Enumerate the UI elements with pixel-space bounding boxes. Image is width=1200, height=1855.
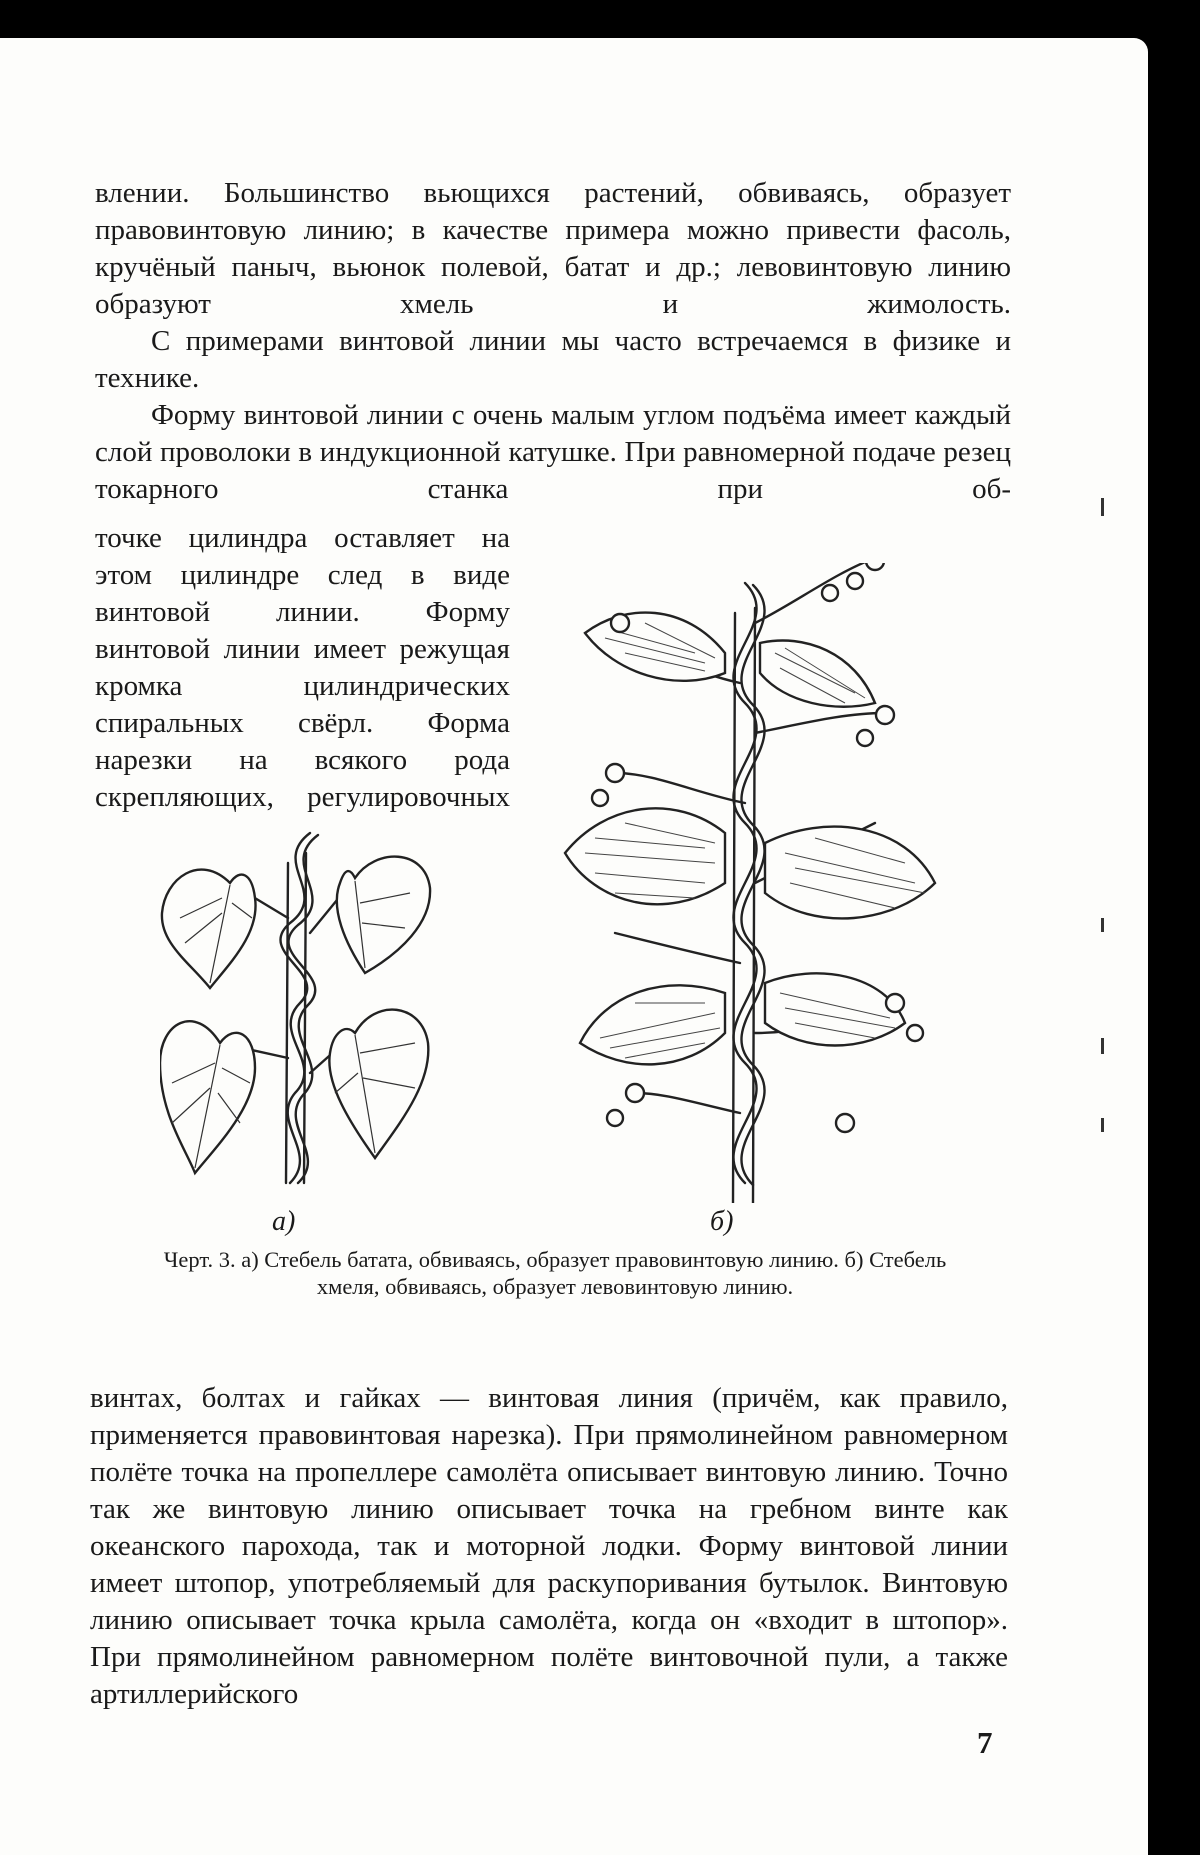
- scan-artifact-mark: [1101, 1118, 1104, 1132]
- scan-artifact-mark: [1101, 918, 1104, 932]
- paragraph-climbing-plants: влении. Большинство вьющихся растений, обвиваясь, образует правовинтовую линию; в качестве примера можно привести фасоль, кручёный паныч, вьюнок полевой, батат и др.; левовинтовую линию образуют хмель и жимолость.: [95, 177, 1011, 320]
- paragraph-drill-thread: точке цилиндра оставляет на этом цилиндре след в виде винтовой линии. Форму винтовой линии имеет режущая кромка цилиндрических спиральных свёрл. Форма нарезки на всякого рода скрепляющих, регулировочных: [95, 522, 510, 813]
- paragraph-screws-propellers: винтах, болтах и гайках — винтовая линия (причём, как правило, применяется правовинтовая нарезка). При прямолинейном равномерном полёте точка на пропеллере самолёта описывает винтовую линию. Точно так же винтовую линию описывает точка на гребном винте как океанского парохода, так и моторной лодки. Форму винтовой линии имеет штопор, употребляемый для раскупоривания бутылок. Винтовую линию описывает точка крыла самолёта, когда он «входит в штопор». При прямолинейном равномерном полёте винтовочной пули, а также артиллерийского: [90, 1382, 1008, 1710]
- scan-artifact-mark: [1101, 498, 1104, 516]
- figure-caption: Черт. 3. а) Стебель батата, обвиваясь, образует правовинтовую линию. б) Стебель хмеля, обвиваясь, образует левовинтовую линию.: [163, 1247, 947, 1299]
- paragraph-physics-examples: С примерами винтовой линии мы часто встречаемся в физике и технике.: [95, 325, 1011, 394]
- hop-stem-illustration: [555, 563, 955, 1203]
- sweet-potato-stem-illustration: [160, 823, 450, 1193]
- figure-label-b: б): [710, 1206, 734, 1237]
- figure-label-a: а): [272, 1206, 296, 1237]
- page-number: 7: [977, 1725, 993, 1760]
- hop-leaves: [565, 613, 935, 1065]
- paragraph-coil-lathe: Форму винтовой линии с очень малым углом подъёма имеет каждый слой проволоки в индукционной катушке. При равномерной подаче резец токарного станка при об-: [95, 399, 1011, 505]
- scan-artifact-mark: [1101, 1038, 1104, 1054]
- book-page: [0, 38, 1148, 1855]
